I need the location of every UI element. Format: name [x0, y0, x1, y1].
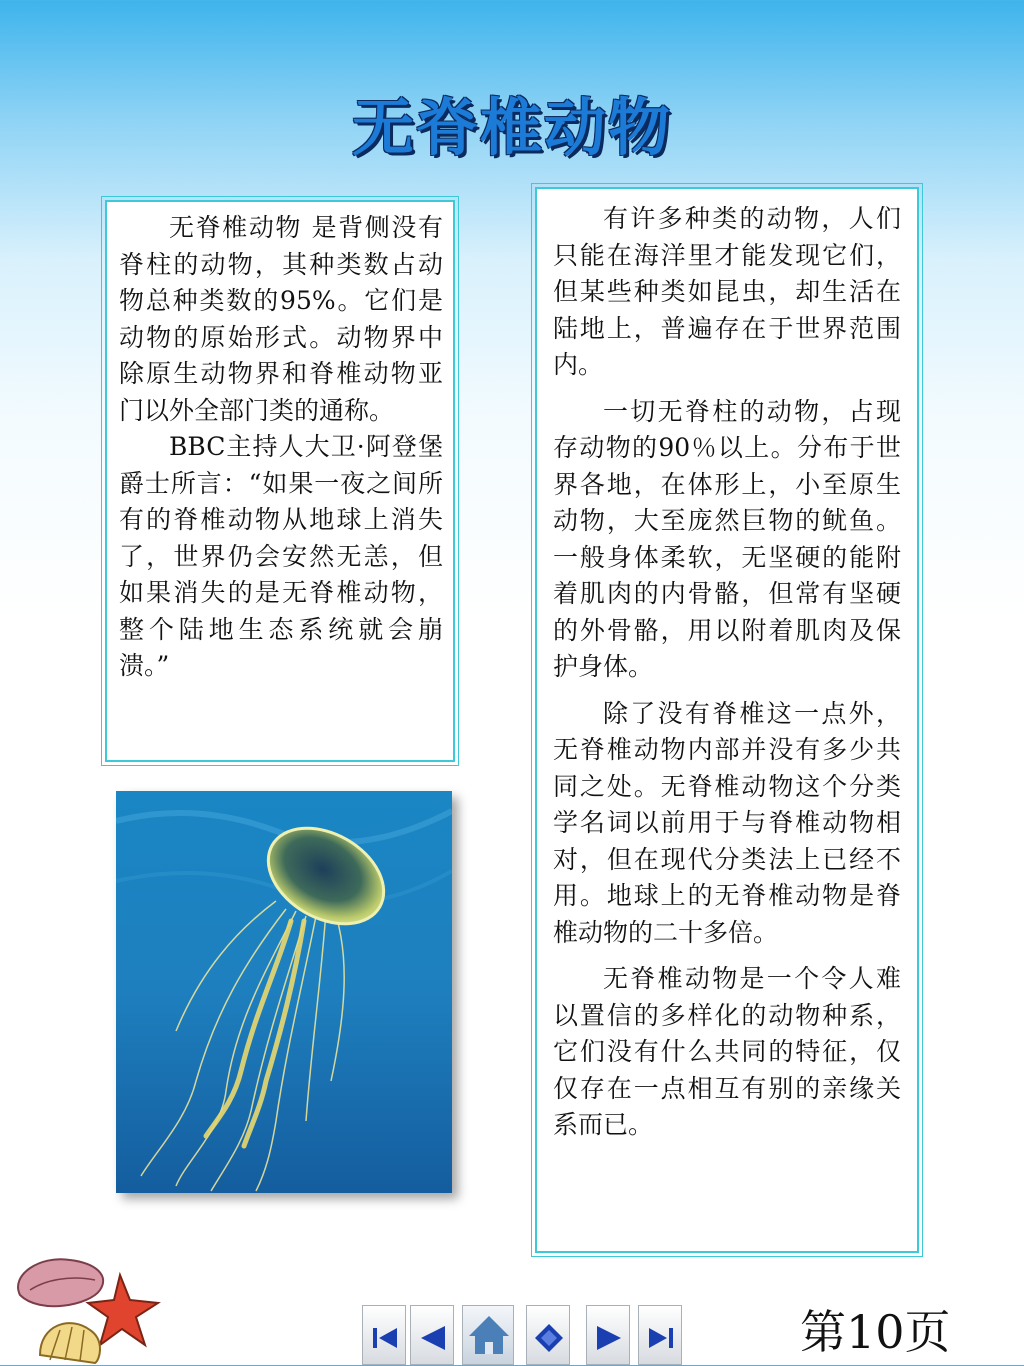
- jellyfish-photo: [116, 791, 452, 1193]
- page-title: 无脊椎动物: [351, 91, 672, 164]
- detail-paragraph-3: 除了没有脊椎这一点外，无脊椎动物内部并没有多少共同之处。无脊椎动物这个分类学名词以前用于与脊椎动物相对，但在现代分类法上已经不用。地球上的无脊椎动物是脊椎动物的二十多倍。: [553, 698, 901, 947]
- detail-paragraph-4: 无脊椎动物是一个令人难以置信的多样化的动物种系，它们没有什么共同的特征，仅仅存在一点相互有别的亲缘关系而已。: [553, 964, 901, 1139]
- first-slide-button[interactable]: [362, 1305, 406, 1365]
- intro-text-box: [105, 200, 455, 762]
- detail-paragraph-1: 有许多种类的动物，人们只能在海洋里才能发现它们，但某些种类如昆虫，却生活在陆地上，普遍存在于世界范围内。: [553, 204, 901, 379]
- first-icon: [363, 1306, 407, 1366]
- end-show-button[interactable]: [526, 1305, 570, 1365]
- last-icon: [639, 1306, 683, 1366]
- next-slide-button[interactable]: [586, 1305, 630, 1365]
- previous-icon: [411, 1306, 455, 1366]
- intro-paragraph-1: 无脊椎动物 是背侧没有脊柱的动物，其种类数占动物总种类数的95%。它们是动物的原始形式。动物界中除原生动物界和脊椎动物亚门以外全部门类的通称。: [119, 213, 443, 425]
- home-button[interactable]: [462, 1305, 514, 1365]
- detail-paragraph-2: 一切无脊柱的动物，占现存动物的90％以上。分布于世界各地，在体形上，小至原生动物，大至庞然巨物的鱿鱼。一般身体柔软，无坚硬的能附着肌肉的内骨骼，但常有坚硬的外骨骼，用以附着肌肉及保护身体。: [553, 396, 901, 681]
- home-icon: [463, 1306, 515, 1366]
- seashell-decoration: [0, 1235, 170, 1365]
- last-slide-button[interactable]: [638, 1305, 682, 1365]
- close-icon: [527, 1306, 571, 1366]
- previous-slide-button[interactable]: [410, 1305, 454, 1365]
- intro-paragraph-2: BBC主持人大卫·阿登堡爵士所言：“如果一夜之间所有的脊椎动物从地球上消失了，世界仍会安然无恙，但如果消失的是无脊椎动物，整个陆地生态系统就会崩溃。”: [119, 432, 443, 680]
- next-icon: [587, 1306, 631, 1366]
- page-number: 第10页: [800, 1305, 951, 1359]
- detail-text-box: [535, 187, 919, 1253]
